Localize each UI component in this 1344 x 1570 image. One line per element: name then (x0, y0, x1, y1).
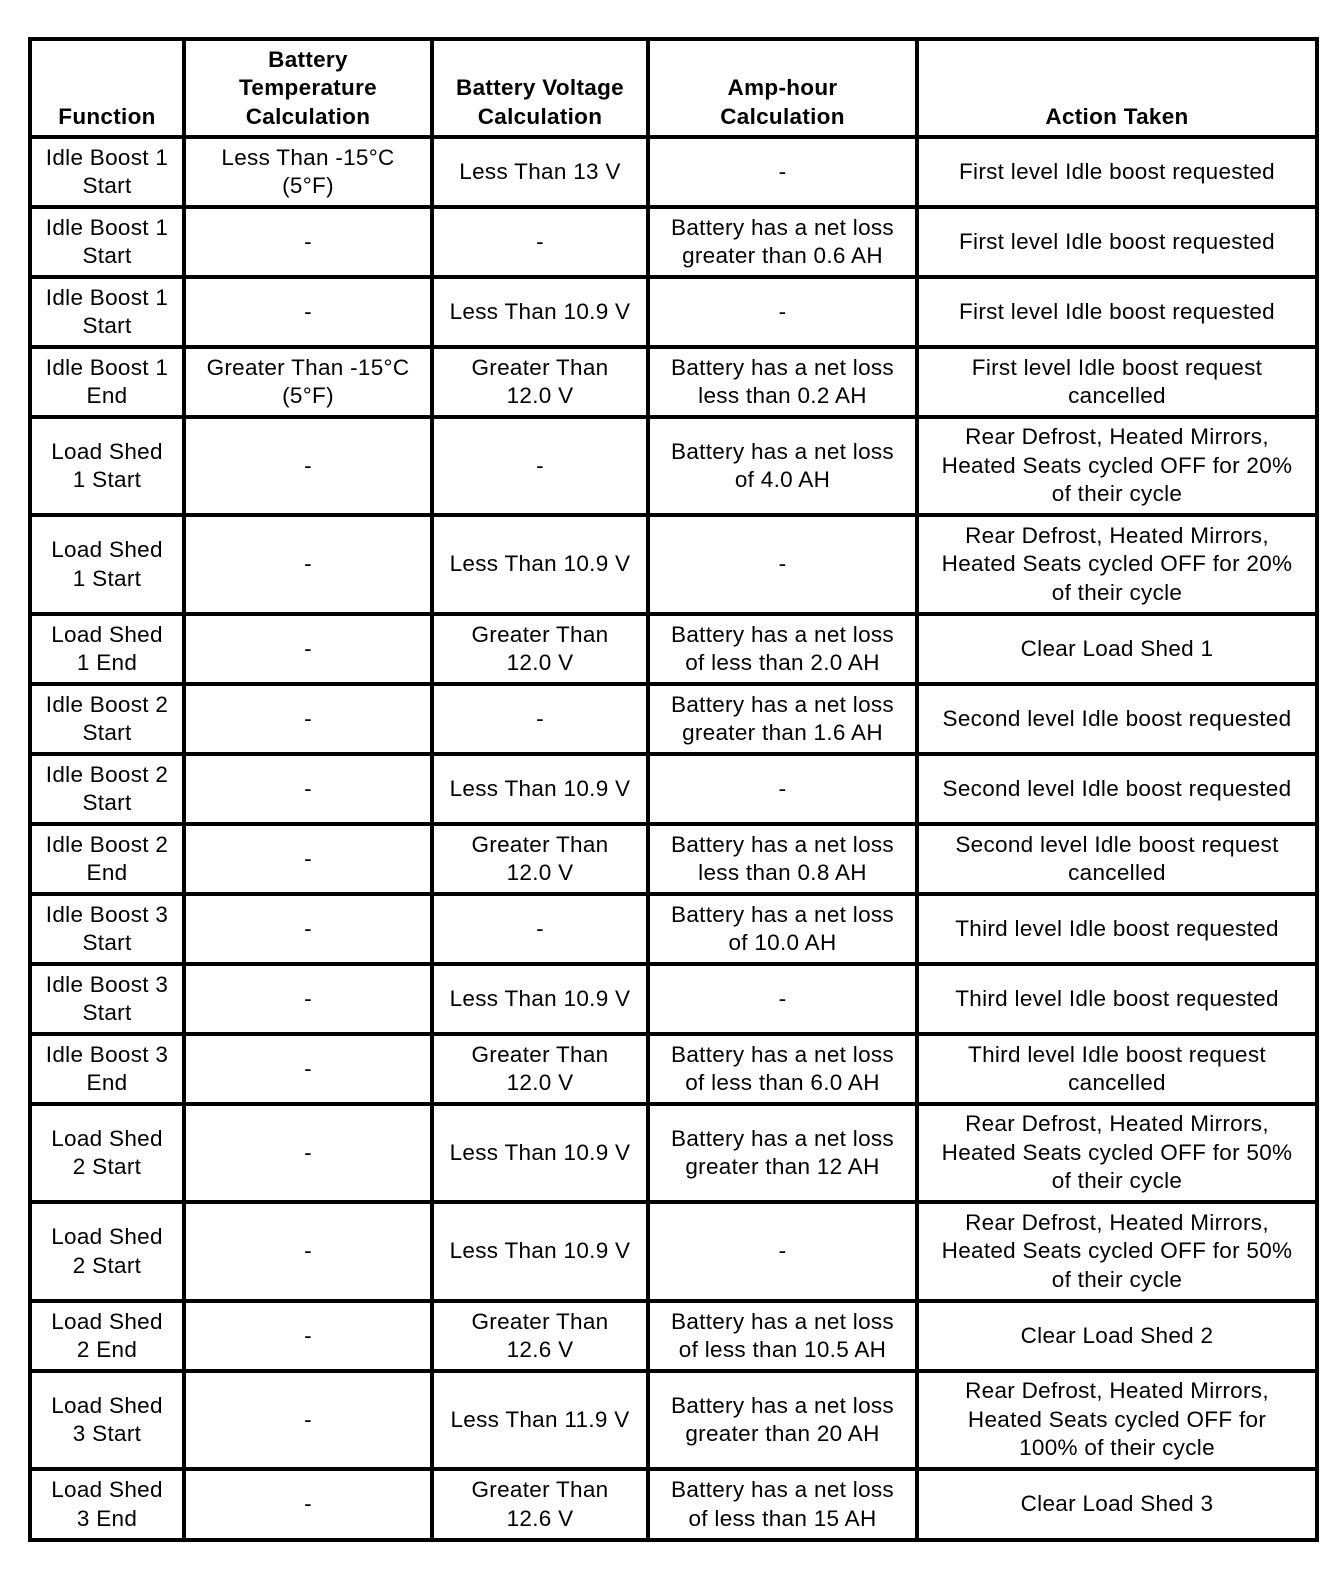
table-row (30, 614, 1317, 684)
cell-function: Idle Boost 1 Start (30, 137, 184, 207)
table-row (30, 137, 1317, 207)
table-row (30, 684, 1317, 754)
cell-amp-hour: Battery has a net loss greater than 12 AH (648, 1104, 917, 1202)
header-function: Function (30, 39, 184, 137)
cell-amp-hour: - (648, 137, 917, 207)
cell-action: Second level Idle boost requested (917, 684, 1317, 754)
cell-temperature: - (184, 894, 432, 964)
cell-action: Third level Idle boost request cancelled (917, 1034, 1317, 1104)
table-row (30, 824, 1317, 894)
cell-voltage: Greater Than 12.0 V (432, 1034, 648, 1104)
cell-voltage: Less Than 10.9 V (432, 1202, 648, 1301)
cell-amp-hour: Battery has a net loss greater than 0.6 AH (648, 207, 917, 277)
table-row (30, 1034, 1317, 1104)
cell-temperature: Greater Than -15°C (5°F) (184, 347, 432, 417)
cell-action: Rear Defrost, Heated Mirrors, Heated Seats cycled OFF for 50% of their cycle (917, 1202, 1317, 1301)
table-row (30, 277, 1317, 347)
cell-function: Load Shed 1 End (30, 614, 184, 684)
cell-action: First level Idle boost request cancelled (917, 347, 1317, 417)
cell-amp-hour: Battery has a net loss of 4.0 AH (648, 417, 917, 515)
cell-temperature: Less Than -15°C (5°F) (184, 137, 432, 207)
cell-function: Idle Boost 1 End (30, 347, 184, 417)
cell-amp-hour: - (648, 754, 917, 824)
header-voltage: Battery Voltage Calculation (432, 39, 648, 137)
cell-voltage: Less Than 10.9 V (432, 754, 648, 824)
cell-amp-hour: Battery has a net loss of less than 2.0 AH (648, 614, 917, 684)
cell-temperature: - (184, 515, 432, 614)
cell-amp-hour: Battery has a net loss less than 0.2 AH (648, 347, 917, 417)
cell-amp-hour: Battery has a net loss of less than 6.0 AH (648, 1034, 917, 1104)
cell-temperature: - (184, 1034, 432, 1104)
cell-amp-hour: - (648, 277, 917, 347)
cell-function: Idle Boost 1 Start (30, 277, 184, 347)
cell-amp-hour: Battery has a net loss of less than 15 AH (648, 1469, 917, 1540)
cell-voltage: - (432, 894, 648, 964)
cell-amp-hour: Battery has a net loss of less than 10.5 AH (648, 1301, 917, 1371)
cell-function: Idle Boost 1 Start (30, 207, 184, 277)
cell-temperature: - (184, 207, 432, 277)
cell-action: Rear Defrost, Heated Mirrors, Heated Seats cycled OFF for 20% of their cycle (917, 417, 1317, 515)
table-row (30, 1371, 1317, 1469)
cell-action: Clear Load Shed 1 (917, 614, 1317, 684)
cell-amp-hour: - (648, 515, 917, 614)
cell-action: First level Idle boost requested (917, 207, 1317, 277)
cell-voltage: Greater Than 12.0 V (432, 824, 648, 894)
cell-action: Rear Defrost, Heated Mirrors, Heated Seats cycled OFF for 50% of their cycle (917, 1104, 1317, 1202)
cell-amp-hour: Battery has a net loss greater than 1.6 AH (648, 684, 917, 754)
cell-function: Idle Boost 2 End (30, 824, 184, 894)
table-row (30, 964, 1317, 1034)
cell-voltage: Less Than 11.9 V (432, 1371, 648, 1469)
table-row (30, 1301, 1317, 1371)
cell-function: Idle Boost 2 Start (30, 684, 184, 754)
cell-function: Idle Boost 2 Start (30, 754, 184, 824)
cell-temperature: - (184, 1301, 432, 1371)
header-action: Action Taken (917, 39, 1317, 137)
table-row (30, 754, 1317, 824)
cell-amp-hour: Battery has a net loss less than 0.8 AH (648, 824, 917, 894)
cell-voltage: Less Than 10.9 V (432, 277, 648, 347)
cell-voltage: Greater Than 12.0 V (432, 614, 648, 684)
cell-function: Idle Boost 3 End (30, 1034, 184, 1104)
cell-action: First level Idle boost requested (917, 277, 1317, 347)
cell-function: Load Shed 2 Start (30, 1104, 184, 1202)
table-row (30, 207, 1317, 277)
cell-voltage: Less Than 13 V (432, 137, 648, 207)
cell-action: First level Idle boost requested (917, 137, 1317, 207)
cell-temperature: - (184, 1371, 432, 1469)
table-row (30, 1202, 1317, 1301)
table-row (30, 417, 1317, 515)
header-row (30, 39, 1317, 137)
cell-voltage: Less Than 10.9 V (432, 515, 648, 614)
cell-temperature: - (184, 1469, 432, 1540)
cell-voltage: - (432, 207, 648, 277)
table-row (30, 894, 1317, 964)
cell-action: Clear Load Shed 2 (917, 1301, 1317, 1371)
cell-amp-hour: Battery has a net loss greater than 20 AH (648, 1371, 917, 1469)
cell-voltage: - (432, 684, 648, 754)
table-row (30, 347, 1317, 417)
cell-temperature: - (184, 277, 432, 347)
cell-function: Load Shed 3 Start (30, 1371, 184, 1469)
cell-voltage: Less Than 10.9 V (432, 964, 648, 1034)
cell-voltage: - (432, 417, 648, 515)
cell-amp-hour: - (648, 1202, 917, 1301)
cell-function: Load Shed 2 Start (30, 1202, 184, 1301)
header-temperature: Battery Temperature Calculation (184, 39, 432, 137)
cell-temperature: - (184, 754, 432, 824)
cell-temperature: - (184, 614, 432, 684)
cell-temperature: - (184, 824, 432, 894)
battery-function-table (28, 37, 1319, 1542)
header-amp-hour: Amp-hour Calculation (648, 39, 917, 137)
cell-voltage: Greater Than 12.0 V (432, 347, 648, 417)
cell-action: Third level Idle boost requested (917, 964, 1317, 1034)
cell-function: Load Shed 3 End (30, 1469, 184, 1540)
cell-function: Load Shed 1 Start (30, 417, 184, 515)
cell-temperature: - (184, 1104, 432, 1202)
cell-action: Rear Defrost, Heated Mirrors, Heated Seats cycled OFF for 20% of their cycle (917, 515, 1317, 614)
cell-amp-hour: - (648, 964, 917, 1034)
cell-function: Load Shed 2 End (30, 1301, 184, 1371)
cell-temperature: - (184, 1202, 432, 1301)
table-row (30, 1104, 1317, 1202)
table-row (30, 515, 1317, 614)
cell-action: Clear Load Shed 3 (917, 1469, 1317, 1540)
cell-amp-hour: Battery has a net loss of 10.0 AH (648, 894, 917, 964)
cell-temperature: - (184, 684, 432, 754)
cell-voltage: Greater Than 12.6 V (432, 1301, 648, 1371)
cell-voltage: Less Than 10.9 V (432, 1104, 648, 1202)
cell-function: Load Shed 1 Start (30, 515, 184, 614)
cell-action: Third level Idle boost requested (917, 894, 1317, 964)
cell-voltage: Greater Than 12.6 V (432, 1469, 648, 1540)
cell-action: Second level Idle boost request cancelled (917, 824, 1317, 894)
cell-temperature: - (184, 964, 432, 1034)
cell-temperature: - (184, 417, 432, 515)
table-row (30, 1469, 1317, 1540)
cell-action: Rear Defrost, Heated Mirrors, Heated Seats cycled OFF for 100% of their cycle (917, 1371, 1317, 1469)
cell-function: Idle Boost 3 Start (30, 964, 184, 1034)
cell-function: Idle Boost 3 Start (30, 894, 184, 964)
cell-action: Second level Idle boost requested (917, 754, 1317, 824)
